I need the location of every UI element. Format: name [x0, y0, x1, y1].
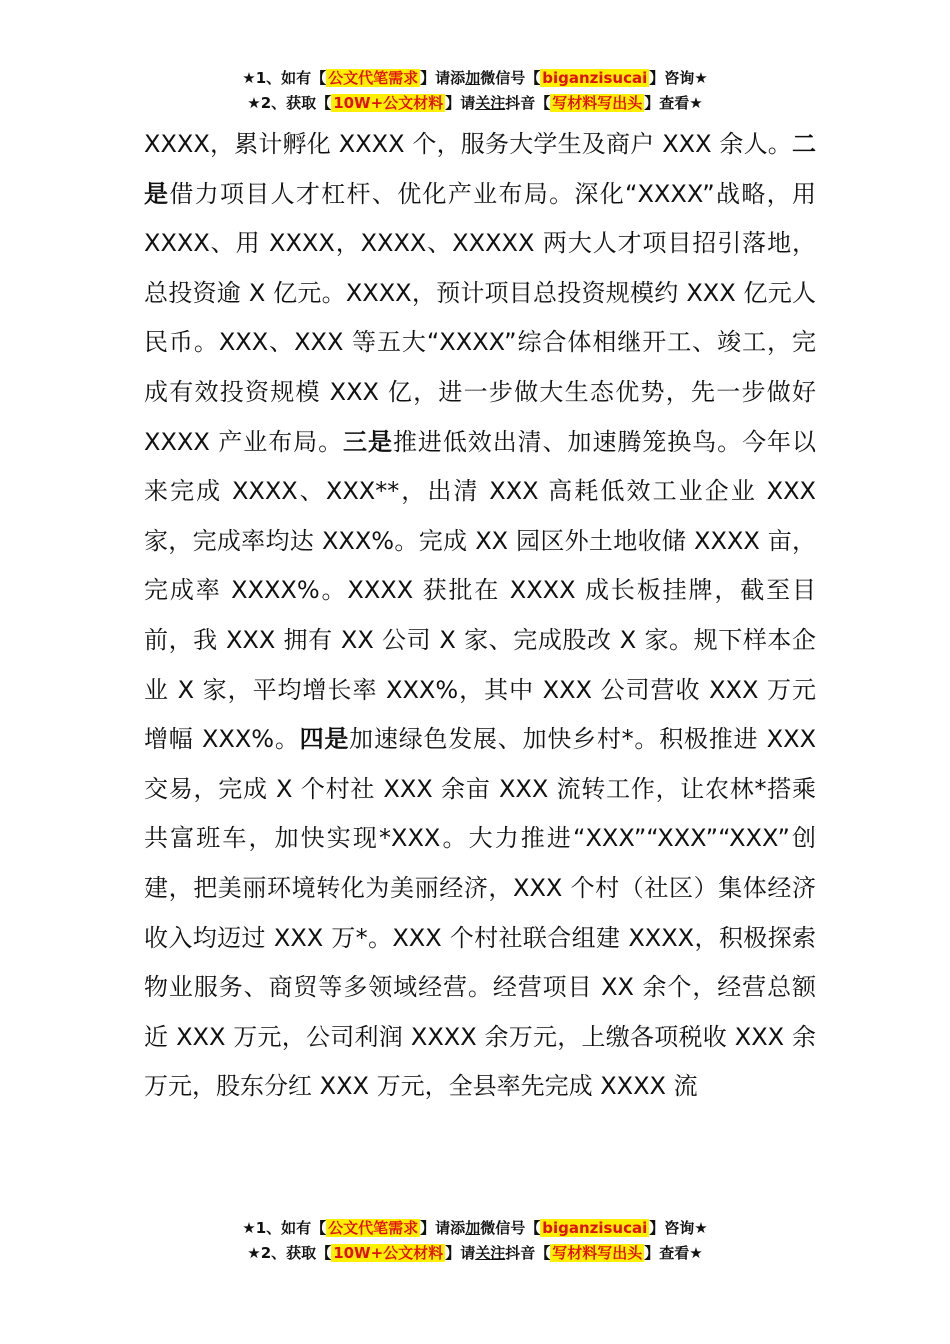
header-banner — [0, 66, 950, 116]
banner-text: 微信号【 — [480, 69, 541, 87]
highlight-wechat-id: biganzisucai — [542, 1219, 648, 1237]
banner-text: 1、如有【 — [255, 1219, 327, 1237]
highlight-service: 公文代笔需求 — [328, 1219, 419, 1237]
body-paragraph — [144, 120, 824, 1112]
body-text: 加速绿色发展、加快乡村*。积极推进 XXX 交易，完成 X 个村社 XXX 余亩 XXX 流转工作，让农林*搭乘共富班车，加快实现*XXX。大力推进“XXX”“XXX”“XXX”创建，把美丽环境转化为美丽经济，XXX 个村（社区）集体经济收入均迈过 XXX 万*。XXX 个村社联合组建 XXXX，积极探索物业服务、商贸等多领域经营。经营项目 XX 余个，经营总额近 XXX 万元，公司利润 XXXX 余万元，上缴各项税收 XXX 余万元，股东分红 XXX 万元，全县率先完成 XXXX 流 — [144, 725, 824, 1101]
banner-line-2 — [0, 91, 950, 116]
banner-text-underlined: 加 — [465, 69, 481, 87]
body-text: XXXX，累计孵化 XXXX 个，服务大学生及商户 XXX 余人。 — [144, 130, 792, 158]
banner-text: 】咨询★ — [649, 69, 708, 87]
star-icon: ★ — [247, 1244, 261, 1262]
banner-line-2 — [0, 1241, 950, 1266]
banner-text: 1、如有【 — [255, 69, 327, 87]
banner-text: 】请 — [445, 94, 476, 112]
star-icon: ★ — [242, 69, 256, 87]
banner-line-1 — [0, 1216, 950, 1241]
star-icon: ★ — [247, 94, 261, 112]
banner-text-underlined: 关注 — [475, 94, 506, 112]
bold-lead-2: 二是 — [144, 130, 816, 208]
highlight-douyin-account: 写材料写出头 — [552, 1244, 643, 1262]
footer-banner — [0, 1216, 950, 1266]
document-body — [144, 120, 824, 1112]
highlight-materials: 10W+公文材料 — [333, 1244, 444, 1262]
highlight-materials: 10W+公文材料 — [333, 94, 444, 112]
banner-text: 2、获取【 — [260, 1244, 332, 1262]
banner-text-underlined: 关注 — [475, 1244, 506, 1262]
banner-line-1 — [0, 66, 950, 91]
banner-text: 】请 — [445, 1244, 476, 1262]
banner-text: 】查看★ — [644, 1244, 703, 1262]
highlight-wechat-id: biganzisucai — [542, 69, 648, 87]
bold-lead-3: 三是 — [343, 427, 393, 456]
banner-text: 】请添 — [420, 69, 466, 87]
banner-text: 抖音【 — [505, 1244, 551, 1262]
highlight-service: 公文代笔需求 — [328, 69, 419, 87]
banner-text: 微信号【 — [480, 1219, 541, 1237]
body-text: 推进低效出清、加速腾笼换鸟。今年以来完成 XXXX、XXX**，出清 XXX 高耗低效工业企业 XXX 家，完成率均达 XXX%。完成 XX 园区外土地收储 XXXX 亩，完成率 XXXX%。XXXX 获批在 XXXX 成长板挂牌，截至目前，我 XXX 拥有 XX 公司 X 家、完成股改 X 家。规下样本企业 X 家，平均增长率 XXX%，其中 XXX 公司营收 XXX 万元增幅 XXX%。 — [144, 427, 824, 754]
banner-text: 】查看★ — [644, 94, 703, 112]
star-icon: ★ — [242, 1219, 256, 1237]
bold-lead-4: 四是 — [299, 725, 350, 754]
banner-text-underlined: 加 — [465, 1219, 481, 1237]
banner-text: 2、获取【 — [260, 94, 332, 112]
banner-text: 】咨询★ — [649, 1219, 708, 1237]
body-text: 借力项目人才杠杆、优化产业布局。深化“XXXX”战略，用 XXXX、用 XXXX，XXXX、XXXXX 两大人才项目招引落地，总投资逾 X 亿元。XXXX，预计项目总投资规模约 XXX 亿元人民币。XXX、XXX 等五大“XXXX”综合体相继开工、竣工，完成有效投资规模 XXX 亿，进一步做大生态优势，先一步做好 XXXX 产业布局。 — [144, 179, 824, 456]
highlight-douyin-account: 写材料写出头 — [552, 94, 643, 112]
banner-text: 抖音【 — [505, 94, 551, 112]
banner-text: 】请添 — [420, 1219, 466, 1237]
